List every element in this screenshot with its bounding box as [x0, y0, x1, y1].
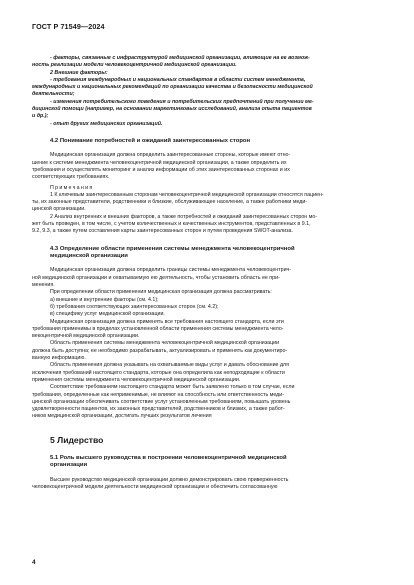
page-number: 4	[32, 559, 36, 566]
text-line: менения.	[32, 282, 55, 289]
text-line: дицинской помощи (например, на основании маркетинговых исследований, анализа опыта пациентов	[32, 106, 312, 113]
text-line: ников медицинской организации, достигать лучших результатов лечения	[32, 413, 212, 420]
note-line: 2 Анализ внутренних и внешних факторов, а также потребностей и ожиданий заинтересованных сторон мо-	[50, 213, 318, 220]
text-line: ной медицинской организации и охватываемую ею деятельность, чтобы установить область ее при-	[32, 274, 280, 281]
page-content	[32, 55, 386, 491]
text-line: Соответствие требованиям настоящего стандарта может быть заявлено только в том случае, если	[50, 384, 295, 391]
text-line: ность реализации модели человекоцентричной медицинской организации.	[32, 62, 237, 69]
text-line: международных и национальных рекомендаций по организации качества и безопасности медицинской	[32, 84, 313, 91]
list-item: в) специфику услуг медицинской организации.	[50, 311, 165, 318]
text-line: Область применения должна указывать на охватываемые виды услуг и давать обоснование для	[50, 362, 289, 369]
note-line: жет быть проведен, в том числе, с учетом количественных и качественных инструментов, представленных в 9.1,	[32, 221, 311, 228]
text-line: векоцентричной медицинской организации.	[32, 333, 140, 340]
text-line: исключения требований настоящего стандарта, которые она определила как неподходящие к области	[32, 369, 285, 376]
text-line: Область применения системы менеджмента человекоцентричной медицинской организации	[50, 340, 280, 347]
section-heading-5-1: 5.1 Роль высшего руководства в построении человекоцентричной медицинской	[50, 454, 287, 461]
text-line: Высшее руководство медицинской организации должно демонстрировать свою приверженность	[50, 476, 289, 483]
section-heading-5-1-cont: организации	[50, 462, 88, 469]
text-line: шение к системе менеджмента человекоцентричной медицинской организации, а также определить их	[32, 159, 287, 166]
text-line: требования, определенные как неприменимые, не влияют на способность или ответственность меди-	[32, 391, 284, 398]
note-line: 9.2, 9.3, а также путем составления карты заинтересованных сторон и путем проведения SWOT-анализа.	[32, 228, 293, 235]
text-line: При определении области применения медицинская организация должна рассматривать:	[50, 289, 272, 296]
list-item: б) требования соответствующих заинтересованных сторон (см. 4.2);	[50, 303, 219, 310]
text-line: - факторы, связанные с инфраструктурой медицинской организации, влияющие на ее возмож-	[50, 55, 310, 61]
note-line: 1 К ключевым заинтересованным сторонам человекоцентричной медицинской организации относятся пациен-	[50, 191, 324, 198]
text-line: требования и осуществлять мониторинг и анализ информации об этих заинтересованных сторонах и их	[32, 166, 290, 173]
text-line: удовлетворенности пациентов, их законных представителей, родственников и близких, а также работ-	[32, 406, 285, 413]
note-line: ты, их законные представители, родственники и близкие, обслуживающее население, а также работники меди-	[32, 199, 308, 206]
text-line: соответствующих требованиях.	[32, 174, 110, 181]
text-line: Медицинская организация должна определить заинтересованные стороны, которые имеют отно-	[50, 152, 291, 159]
text-line: применения системы менеджмента человекоцентричной медицинской организации.	[32, 376, 241, 383]
document-header: ГОСТ Р 71549—2024	[32, 22, 105, 31]
text-line: требования применимы в пределах установленной области применения системы менеджмента чело-	[32, 325, 284, 332]
text-line: Медицинская организация должна определить границы системы менеджмента человекоцентрич-	[50, 267, 292, 274]
text-line: ванную информацию.	[32, 355, 86, 362]
section-heading-4-3: 4.3 Определение области применения системы менеджмента человекоцентричной	[50, 245, 295, 252]
text-line: и др.);	[32, 113, 49, 120]
text-line: - изменения потребительского поведения и потребительских предпочтений при получении ме-	[50, 98, 314, 105]
text-line: - опыт других медицинских организаций.	[50, 120, 163, 127]
text-line: цинской организации обеспечивать соответствие услуг установленным требованиям, повышать уровень	[32, 398, 291, 405]
note-line: цинской организации.	[32, 206, 86, 213]
section-heading-5: 5 Лидерство	[50, 434, 104, 445]
text-line: Медицинская организация должна применять все требования настоящего стандарта, если эти	[50, 318, 284, 325]
text-line: человекоцентричной модели деятельности медицинской организации и обеспечить согласованную	[32, 483, 278, 490]
text-line: должна быть доступна; ее необходимо разрабатывать, актуализировать и применять как документиро-	[32, 347, 288, 354]
notes-label: Примечания	[50, 184, 94, 191]
list-heading: 2 Внешние факторы:	[50, 69, 108, 76]
text-line: - требования международных и национальных стандартов в области систем менеджмента,	[50, 76, 306, 83]
text-line: деятельности;	[32, 91, 75, 98]
section-heading-4-3-cont: медицинской организации	[50, 253, 128, 260]
list-item: а) внешние и внутренние факторы (см. 4.1);	[50, 296, 159, 303]
section-heading-4-2: 4.2 Понимание потребностей и ожиданий заинтересованных сторон	[50, 137, 251, 144]
